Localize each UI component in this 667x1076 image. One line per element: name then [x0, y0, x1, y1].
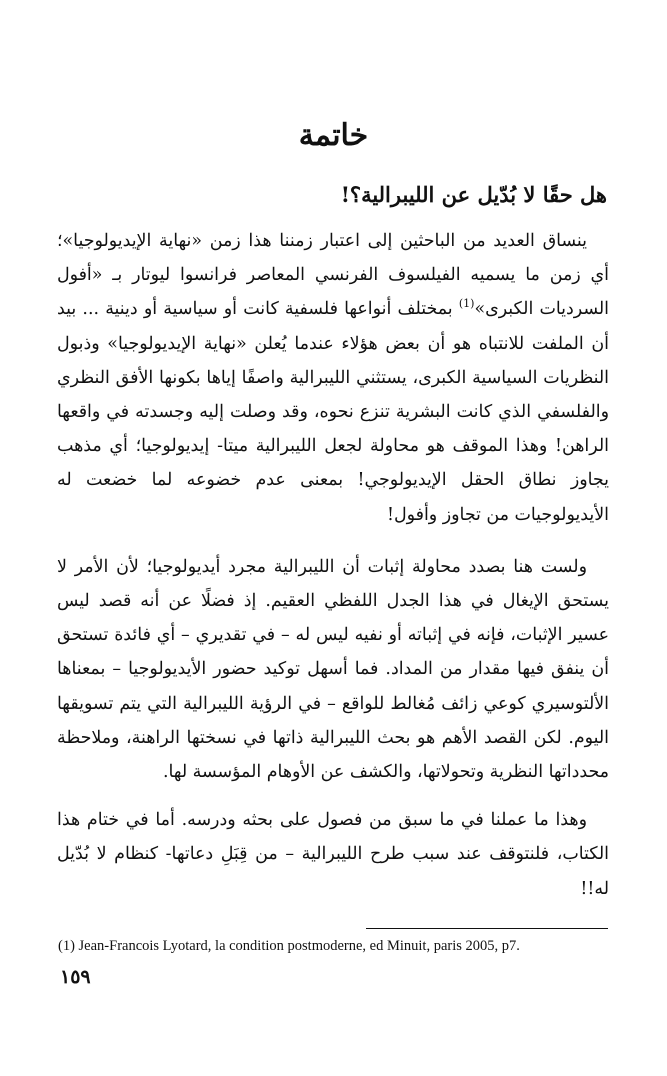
- paragraph-1-rest: بمختلف أنواعها فلسفية كانت أو سياسية أو دينية ... بيد أن الملفت للانتباه هو أن بعض هؤلاء عندما يُعلن «نهاية الإيديولوجيا» وذبول النظريات السياسية الكبرى، يستثني الليبرالية واصفًا إياها بكونها الأفق النظري والفلسفي الذي كانت البشرية تنزع نحوه، وقد وصلت إليه وجسدته في واقعها الراهن! وهذا الموقف هو محاولة لجعل الليبرالية ميتا- إيديولوجيا؛ أي مذهب يجاوز نطاق الحقل الإيديولوجي! بمعنى عدم خضوعه لما خضعت له الأيديولوجيات من تجاوز وأفول!: [57, 299, 609, 525]
- paragraph-2: ولست هنا بصدد محاولة إثبات أن الليبرالية مجرد أيديولوجيا؛ لأن الأمر لا يستحق الإيغال في هذا الجدل اللفظي العقيم. إذ فضلًا عن أنه قصد ليس عسير الإثبات، فإنه في إثباته أو نفيه ليس له – في تقديري – أي فائدة تستحق أن ينفق فيها مقدار من المداد. فما أسهل توكيد حضور الأيديولوجيا – بمعناها الألتوسيري كوعي زائف مُغالط للواقع – في الرؤية الليبرالية التي يتم تسويقها اليوم. لكن القصد الأهم هو بحث الليبرالية ذاتها في نسختها الراهنة، وملاحظة محدداتها النظرية وتحولاتها، والكشف عن الأوهام المؤسسة لها.: [57, 556, 609, 783]
- paragraph-1: [57, 224, 609, 532]
- footnote-reference: (1): [458, 297, 475, 311]
- page-number: ١٥٩: [60, 966, 91, 988]
- footnote: (1) Jean-Francois Lyotard, la condition postmoderne, ed Minuit, paris 2005, p7.: [58, 938, 520, 954]
- section-heading: هل حقًا لا بُدّيل عن الليبرالية؟!: [340, 182, 607, 207]
- body-text: [57, 224, 609, 906]
- paragraph-1-start: ينساق العديد من الباحثين إلى اعتبار زمننا هذا زمن «نهاية الإيديولوجيا»؛ أي زمن ما يسميه الفيلسوف الفرنسي المعاصر فرانسوا ليوتار بـ «أفول السرديات الكبرى»: [57, 231, 609, 320]
- footnote-divider: [366, 928, 608, 929]
- paragraph-3: وهذا ما عملنا في ما سبق من فصول على بحثه ودرسه. أما في ختام هذا الكتاب، فلنتوقف عند سبب طرح الليبرالية – من قِبَلِ دعاتها- كنظام لا بُدّيل له!!: [57, 810, 609, 899]
- chapter-title: خاتمة: [298, 118, 369, 153]
